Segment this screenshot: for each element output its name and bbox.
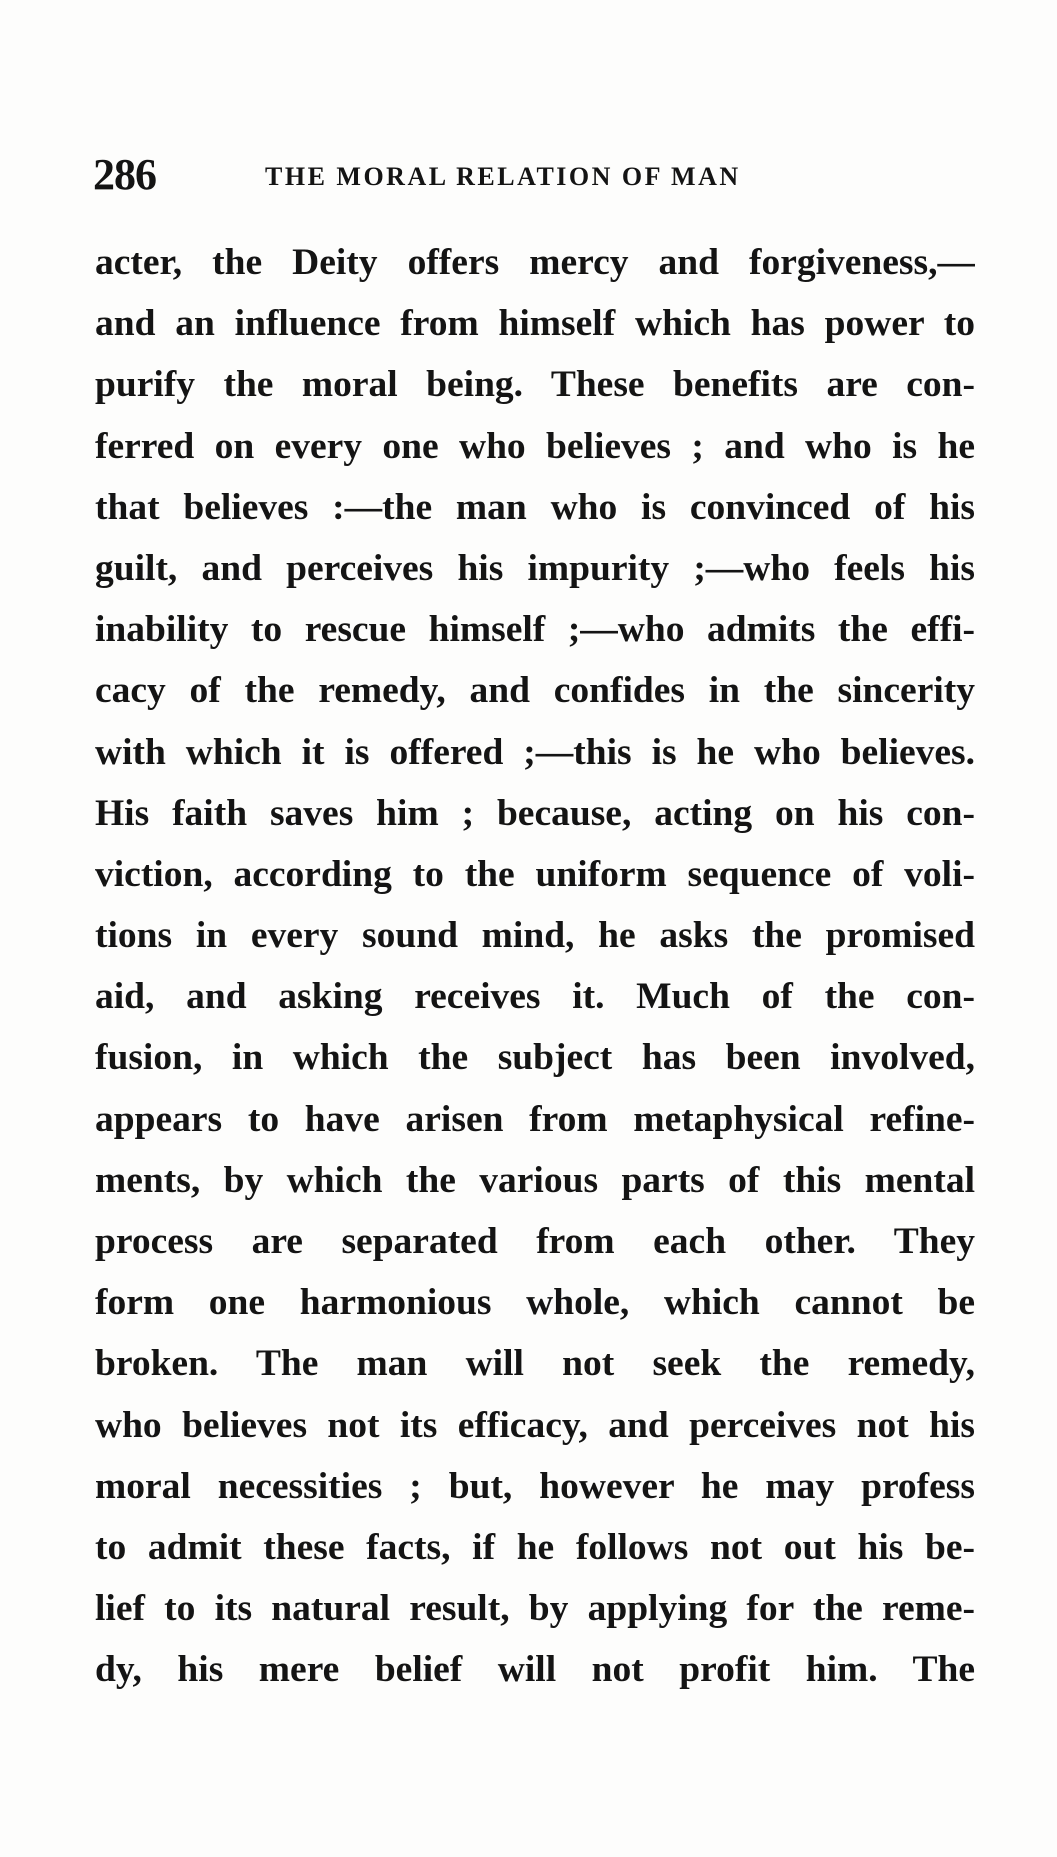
- text-line: ferred on every one who believes ; and who is he: [95, 425, 975, 467]
- body-text: [95, 232, 975, 1701]
- text-line: moral necessities ; but, however he may profess: [95, 1465, 975, 1507]
- text-line: His faith saves him ; because, acting on his con-: [95, 792, 975, 834]
- text-line: cacy of the remedy, and confides in the sincerity: [95, 670, 975, 712]
- text-line: form one harmonious whole, which cannot be: [95, 1282, 975, 1324]
- text-line: dy, his mere belief will not profit him. The: [95, 1649, 975, 1691]
- text-line: ments, by which the various parts of this mental: [95, 1159, 975, 1201]
- text-line: inability to rescue himself ;—who admits the effi-: [95, 609, 975, 651]
- text-line: broken. The man will not seek the remedy,: [95, 1343, 975, 1385]
- text-line: aid, and asking receives it. Much of the con-: [95, 976, 975, 1018]
- text-line: lief to its natural result, by applying for the reme-: [95, 1588, 975, 1630]
- text-line: purify the moral being. These benefits are con-: [95, 364, 975, 406]
- text-line: to admit these facts, if he follows not out his be-: [95, 1526, 975, 1568]
- text-line: tions in every sound mind, he asks the promised: [95, 915, 975, 957]
- text-line: process are separated from each other. They: [95, 1221, 975, 1262]
- text-line: with which it is offered ;—this is he who believes.: [95, 731, 975, 773]
- page-number: 286: [93, 150, 156, 199]
- text-line: viction, according to the uniform sequence of voli-: [95, 853, 975, 895]
- text-line: who believes not its efficacy, and perceives not his: [95, 1404, 975, 1446]
- text-line: acter, the Deity offers mercy and forgiveness,—: [95, 242, 975, 283]
- text-line: and an influence from himself which has power to: [95, 303, 975, 345]
- text-line: that believes :—the man who is convinced of his: [95, 486, 975, 528]
- running-title: THE MORAL RELATION OF MAN: [265, 162, 741, 191]
- text-line: appears to have arisen from metaphysical refine-: [95, 1098, 975, 1140]
- text-line: guilt, and perceives his impurity ;—who feels his: [95, 547, 975, 589]
- text-line: fusion, in which the subject has been involved,: [95, 1037, 975, 1079]
- running-head: [93, 150, 973, 200]
